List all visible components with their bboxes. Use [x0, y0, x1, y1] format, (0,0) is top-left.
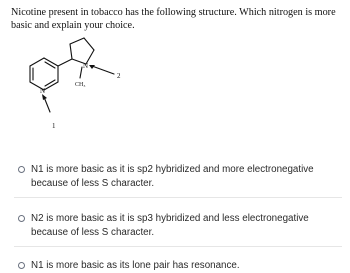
- arrow-label-1: 1: [52, 122, 56, 130]
- answer-option-3[interactable]: [0, 259, 350, 273]
- radio-button-icon[interactable]: [18, 262, 25, 269]
- answer-option-1[interactable]: [0, 163, 350, 191]
- bond: [70, 38, 84, 44]
- bond: [84, 38, 94, 50]
- arrow-1: [44, 97, 50, 112]
- answer-option-label: N2 is more basic as it is sp3 hybridized and less electronegative because of less S character.: [31, 213, 309, 238]
- pyrrolidine-nitrogen-label: N: [83, 62, 89, 70]
- arrow-2: [92, 66, 114, 74]
- radio-button-icon[interactable]: [18, 215, 25, 222]
- bond: [44, 58, 58, 66]
- pyridine-nitrogen-label: N: [40, 87, 46, 95]
- bond: [70, 44, 72, 59]
- answer-option-label: N1 is more basic as it is sp2 hybridized and more electronegative because of less S character.: [31, 164, 314, 189]
- divider: [14, 197, 342, 198]
- bond: [44, 82, 58, 90]
- answer-option-label: N1 is more basic as its lone pair has resonance.: [31, 260, 240, 271]
- arrow-label-2: 2: [117, 72, 121, 80]
- answer-option-2[interactable]: [0, 212, 350, 240]
- divider: [14, 246, 342, 247]
- bond: [80, 67, 82, 78]
- nicotine-structure: [20, 34, 140, 154]
- answer-options: [0, 159, 350, 273]
- methyl-label: CH₃: [75, 82, 86, 88]
- bond: [58, 59, 72, 66]
- radio-button-icon[interactable]: [18, 166, 25, 173]
- question-text: Nicotine present in tobacco has the following structure. Which nitrogen is more basic and explain your choice.: [11, 7, 336, 31]
- bond: [30, 58, 44, 66]
